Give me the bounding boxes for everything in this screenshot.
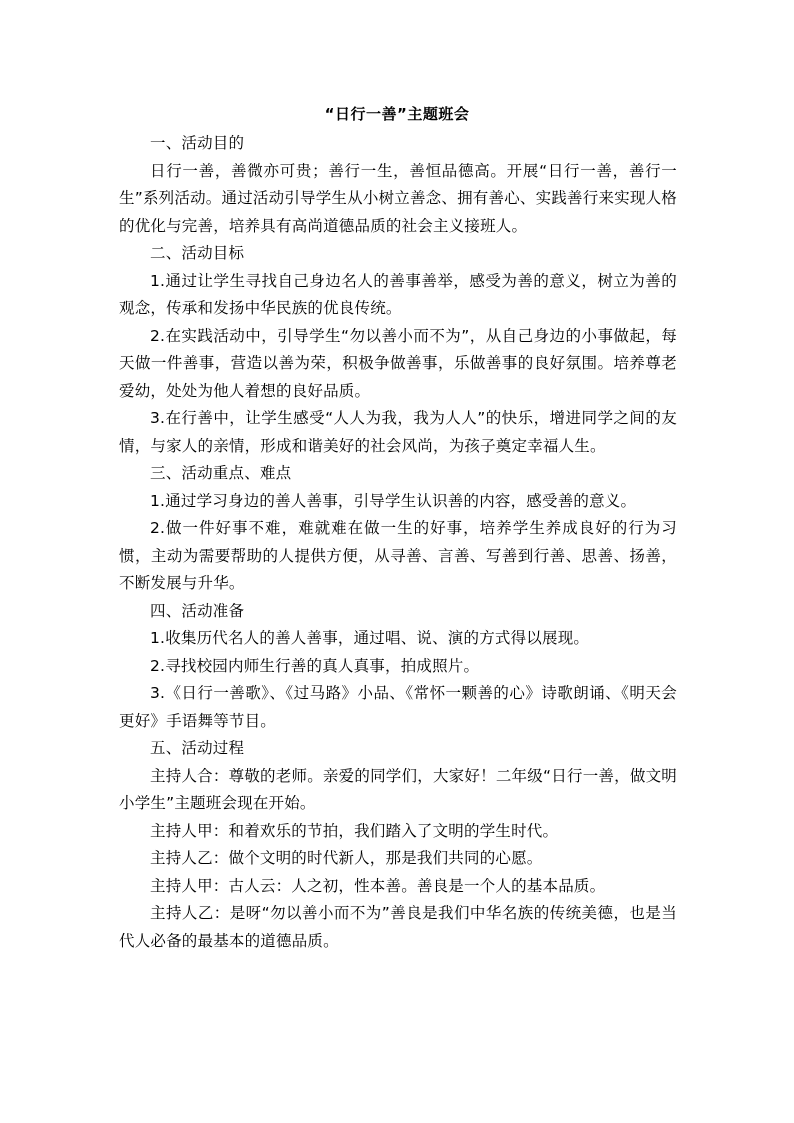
paragraph-host-a-2: 主持人甲：古人云：人之初，性本善。善良是一个人的基本品质。 xyxy=(150,876,606,895)
paragraph-purpose: 日行一善，善微亦可贵；善行一生，善恒品德高。开展“日行一善，善行一生”系列活动。通过活动引导学生从小树立善念、拥有善心、实践善行来实现人格的优化与完善，培养具有高尚道德品质的社会主义接班人。 xyxy=(119,161,677,235)
paragraph-goal-2: 2.在实践活动中，引导学生“勿以善小而不为”，从自己身边的小事做起，每天做一件善事，营造以善为荣，积极争做善事，乐做善事的良好氛围。培养尊老爱幼，处处为他人着想的良好品质。 xyxy=(119,326,677,400)
paragraph-key-point-1: 1.通过学习身边的善人善事，引导学生认识善的内容，感受善的意义。 xyxy=(150,491,637,510)
paragraph-goal-3: 3.在行善中，让学生感受“人人为我，我为人人”的快乐，增进同学之间的友情，与家人的亲情，形成和谐美好的社会风尚，为孩子奠定幸福人生。 xyxy=(119,409,677,455)
paragraph-key-point-2: 2.做一件好事不难，难就难在做一生的好事，培养学生养成良好的行为习惯，主动为需要帮助的人提供方便，从寻善、言善、写善到行善、思善、扬善，不断发展与升华。 xyxy=(119,519,677,592)
paragraph-host-b-1: 主持人乙：做个文明的时代新人，那是我们共同的心愿。 xyxy=(150,849,543,867)
paragraph-goal-1: 1.通过让学生寻找自己身边名人的善事善举，感受为善的意义，树立为善的观念，传承和发扬中华民族的优良传统。 xyxy=(119,271,677,317)
paragraph-host-a-1: 主持人甲：和着欢乐的节拍，我们踏入了文明的学生时代。 xyxy=(150,821,559,840)
document-title: “日行一善”主题班会 xyxy=(324,105,470,123)
heading-activity-purpose: 一、活动目的 xyxy=(150,134,245,152)
heading-preparation: 四、活动准备 xyxy=(150,601,245,620)
heading-process: 五、活动过程 xyxy=(150,739,245,757)
paragraph-host-b-2: 主持人乙：是呀“勿以善小而不为”善良是我们中华名族的传统美德，也是当代人必备的最基本的道德品质。 xyxy=(119,904,677,950)
paragraph-preparation-1: 1.收集历代名人的善人善事，通过唱、说、演的方式得以展现。 xyxy=(150,629,590,647)
paragraph-host-together: 主持人合：尊敬的老师。亲爱的同学们，大家好！二年级“日行一善，做文明小学生”主题班会现在开始。 xyxy=(119,766,677,812)
heading-key-points: 三、活动重点、难点 xyxy=(150,464,292,482)
paragraph-preparation-2: 2.寻找校园内师生行善的真人真事，拍成照片。 xyxy=(150,656,480,675)
paragraph-preparation-3: 3.《日行一善歌》、《过马路》小品、《常怀一颗善的心》诗歌朗诵、《明天会更好》手语舞等节目。 xyxy=(119,684,677,730)
heading-activity-goals: 二、活动目标 xyxy=(150,244,245,262)
document-body xyxy=(119,130,677,955)
